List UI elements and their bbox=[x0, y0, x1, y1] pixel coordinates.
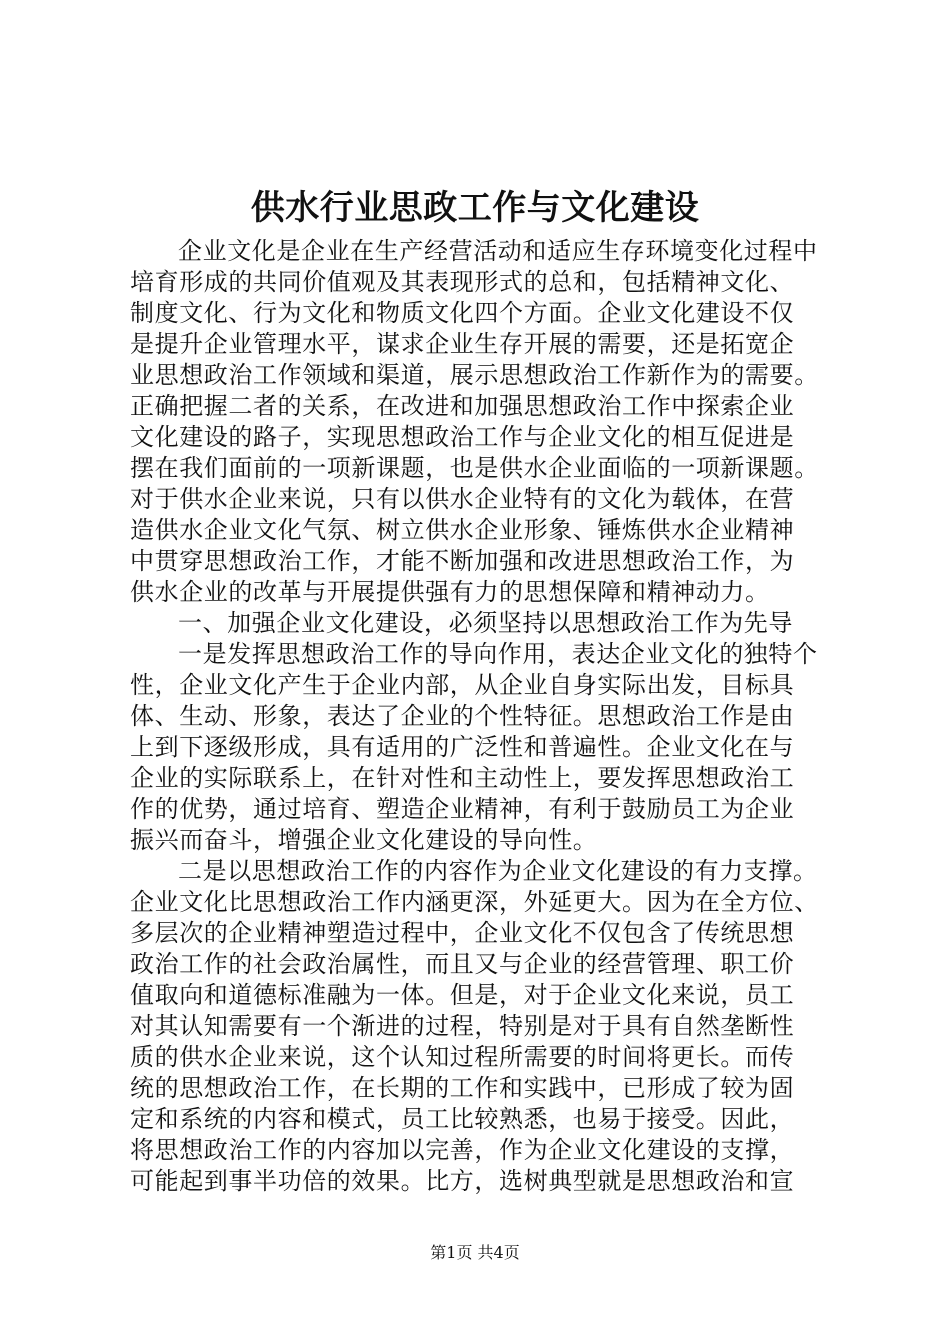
paragraph-line: 企业的实际联系上，在针对性和主动性上，要发挥思想政治工 bbox=[130, 764, 795, 792]
paragraph-line: 造供水企业文化气氛、树立供水企业形象、锤炼供水企业精神 bbox=[130, 516, 795, 544]
paragraph-line: 对于供水企业来说，只有以供水企业特有的文化为载体，在营 bbox=[130, 485, 795, 513]
paragraph-line: 企业文化是企业在生产经营活动和适应生存环境变化过程中 bbox=[178, 237, 818, 265]
paragraph-line: 政治工作的社会政治属性，而且又与企业的经营管理、职工价 bbox=[130, 950, 795, 978]
page-title: 供水行业思政工作与文化建设 bbox=[250, 188, 700, 228]
paragraph-line: 业思想政治工作领域和渠道，展示思想政治工作新作为的需要。 bbox=[130, 361, 819, 389]
paragraph-line: 是提升企业管理水平，谋求企业生存开展的需要，还是拓宽企 bbox=[130, 330, 795, 358]
paragraph-line: 值取向和道德标准融为一体。但是，对于企业文化来说，员工 bbox=[130, 981, 795, 1009]
paragraph-line: 对其认知需要有一个渐进的过程，特别是对于具有自然垄断性 bbox=[130, 1012, 795, 1040]
paragraph-line: 振兴而奋斗，增强企业文化建设的导向性。 bbox=[130, 826, 598, 854]
paragraph-line: 企业文化比思想政治工作内涵更深，外延更大。因为在全方位、 bbox=[130, 888, 819, 916]
paragraph-line: 正确把握二者的关系，在改进和加强思想政治工作中探索企业 bbox=[130, 392, 795, 420]
paragraph-line: 多层次的企业精神塑造过程中，企业文化不仅包含了传统思想 bbox=[130, 919, 795, 947]
paragraph-line: 作的优势，通过培育、塑造企业精神，有利于鼓励员工为企业 bbox=[130, 795, 795, 823]
paragraph-line: 供水企业的改革与开展提供强有力的思想保障和精神动力。 bbox=[130, 578, 770, 606]
paragraph-line: 可能起到事半功倍的效果。比方，选树典型就是思想政治和宣 bbox=[130, 1167, 795, 1195]
section-heading: 一、加强企业文化建设，必须坚持以思想政治工作为先导 bbox=[178, 609, 793, 637]
paragraph-line: 文化建设的路子，实现思想政治工作与企业文化的相互促进是 bbox=[130, 423, 795, 451]
paragraph-line: 体、生动、形象，表达了企业的个性特征。思想政治工作是由 bbox=[130, 702, 795, 730]
paragraph-line: 定和系统的内容和模式，员工比较熟悉，也易于接受。因此， bbox=[130, 1105, 795, 1133]
paragraph-line: 二是以思想政治工作的内容作为企业文化建设的有力支撑。 bbox=[178, 857, 818, 885]
paragraph-line: 制度文化、行为文化和物质文化四个方面。企业文化建设不仅 bbox=[130, 299, 795, 327]
page-footer: 第1页 共4页 bbox=[430, 1243, 520, 1262]
paragraph-line: 质的供水企业来说，这个认知过程所需要的时间将更长。而传 bbox=[130, 1043, 795, 1071]
paragraph-line: 将思想政治工作的内容加以完善，作为企业文化建设的支撑， bbox=[130, 1136, 795, 1164]
paragraph-line: 统的思想政治工作，在长期的工作和实践中，已形成了较为固 bbox=[130, 1074, 795, 1102]
paragraph-line: 一是发挥思想政治工作的导向作用，表达企业文化的独特个 bbox=[178, 640, 818, 668]
paragraph-line: 中贯穿思想政治工作，才能不断加强和改进思想政治工作，为 bbox=[130, 547, 795, 575]
paragraph-line: 培育形成的共同价值观及其表现形式的总和，包括精神文化、 bbox=[130, 268, 795, 296]
paragraph-line: 性，企业文化产生于企业内部，从企业自身实际出发，目标具 bbox=[130, 671, 795, 699]
document-body bbox=[130, 236, 830, 1197]
paragraph-line: 上到下逐级形成，具有适用的广泛性和普遍性。企业文化在与 bbox=[130, 733, 795, 761]
paragraph-line: 摆在我们面前的一项新课题，也是供水企业面临的一项新课题。 bbox=[130, 454, 819, 482]
